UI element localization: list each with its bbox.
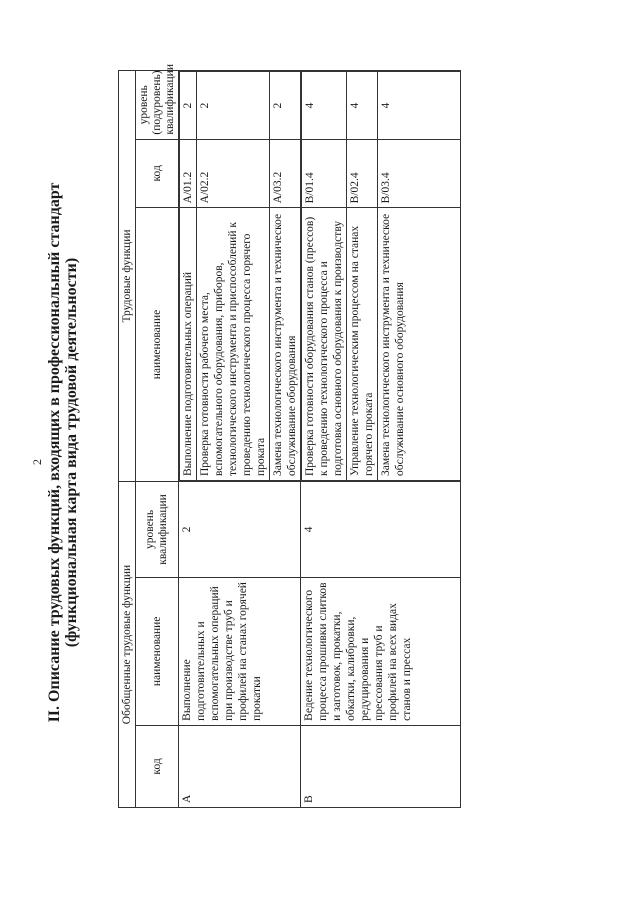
function-name: Проверка готовности оборудования станов (прессов) к проведению технологического процесса и подготовка основного оборудования к производству: [302, 208, 347, 481]
table-row: [179, 71, 301, 808]
labor-functions: [301, 71, 461, 482]
header-level: уровень квалификации: [136, 482, 179, 578]
list-item: [270, 72, 301, 481]
function-code: B/03.4: [378, 140, 461, 208]
list-item: [197, 72, 270, 481]
function-name: Замена технологического инструмента и техническое обслуживание оборудования: [270, 208, 301, 481]
header-labor-name: наименование: [136, 208, 179, 482]
group-name: Выполнение подготовительных и вспомогательных операций при производстве труб и профилей на станах горячей прокатки: [179, 577, 301, 725]
function-level: 4: [347, 72, 378, 140]
function-code: B/01.4: [302, 140, 347, 208]
header-labor-code: код: [136, 139, 179, 207]
function-code: A/02.2: [197, 140, 270, 208]
page-title: [46, 0, 80, 905]
header-code: код: [136, 725, 179, 807]
function-level: 2: [197, 72, 270, 140]
header-generalized: Обобщенные трудовые функции: [119, 482, 136, 808]
list-item: [180, 72, 197, 481]
function-name: Проверка готовности рабочего места, вспомогательного оборудования, приборов, технологического инструмента и приспособлений к проведению технологического процесса горячего проката: [197, 208, 270, 481]
function-code: A/01.2: [180, 140, 197, 208]
header-sublevel: уровень (подуровень) квалификации: [136, 71, 179, 140]
table-row: [301, 71, 461, 808]
group-code: B: [301, 725, 461, 807]
function-name: Управление технологическим процессом на станах горячего проката: [347, 208, 378, 481]
function-level: 4: [378, 72, 461, 140]
header-labor: Трудовые функции: [119, 71, 136, 482]
group-level: 2: [179, 482, 301, 578]
header-row-bottom: [136, 71, 179, 808]
function-level: 2: [270, 72, 301, 140]
list-item: [347, 72, 378, 481]
function-code: A/03.2: [270, 140, 301, 208]
function-code: B/02.4: [347, 140, 378, 208]
header-row-top: [119, 71, 136, 808]
functional-map-table: [118, 64, 461, 808]
title-line-1: II. Описание трудовых функций, входящих в профессиональный стандарт: [46, 182, 63, 723]
group-name: Ведение технологического процесса прошивки слитков и заготовок, прокатки, обкатки, калибровки, редуцирования и прессования труб и профилей на всех видах станов и прессах: [301, 577, 461, 725]
title-line-2: (функциональная карта вида трудовой деятельности): [63, 257, 80, 648]
function-name: Замена технологического инструмента и техническое обслуживание основного оборудования: [378, 208, 461, 481]
group-level: 4: [301, 482, 461, 578]
labor-functions: [179, 71, 301, 482]
list-item: [302, 72, 347, 481]
group-code: A: [179, 725, 301, 807]
function-name: Выполнение подготовительных операций: [180, 208, 197, 481]
list-item: [378, 72, 461, 481]
page-number: 2: [30, 459, 44, 465]
function-level: 4: [302, 72, 347, 140]
function-level: 2: [180, 72, 197, 140]
header-name: наименование: [136, 577, 179, 725]
